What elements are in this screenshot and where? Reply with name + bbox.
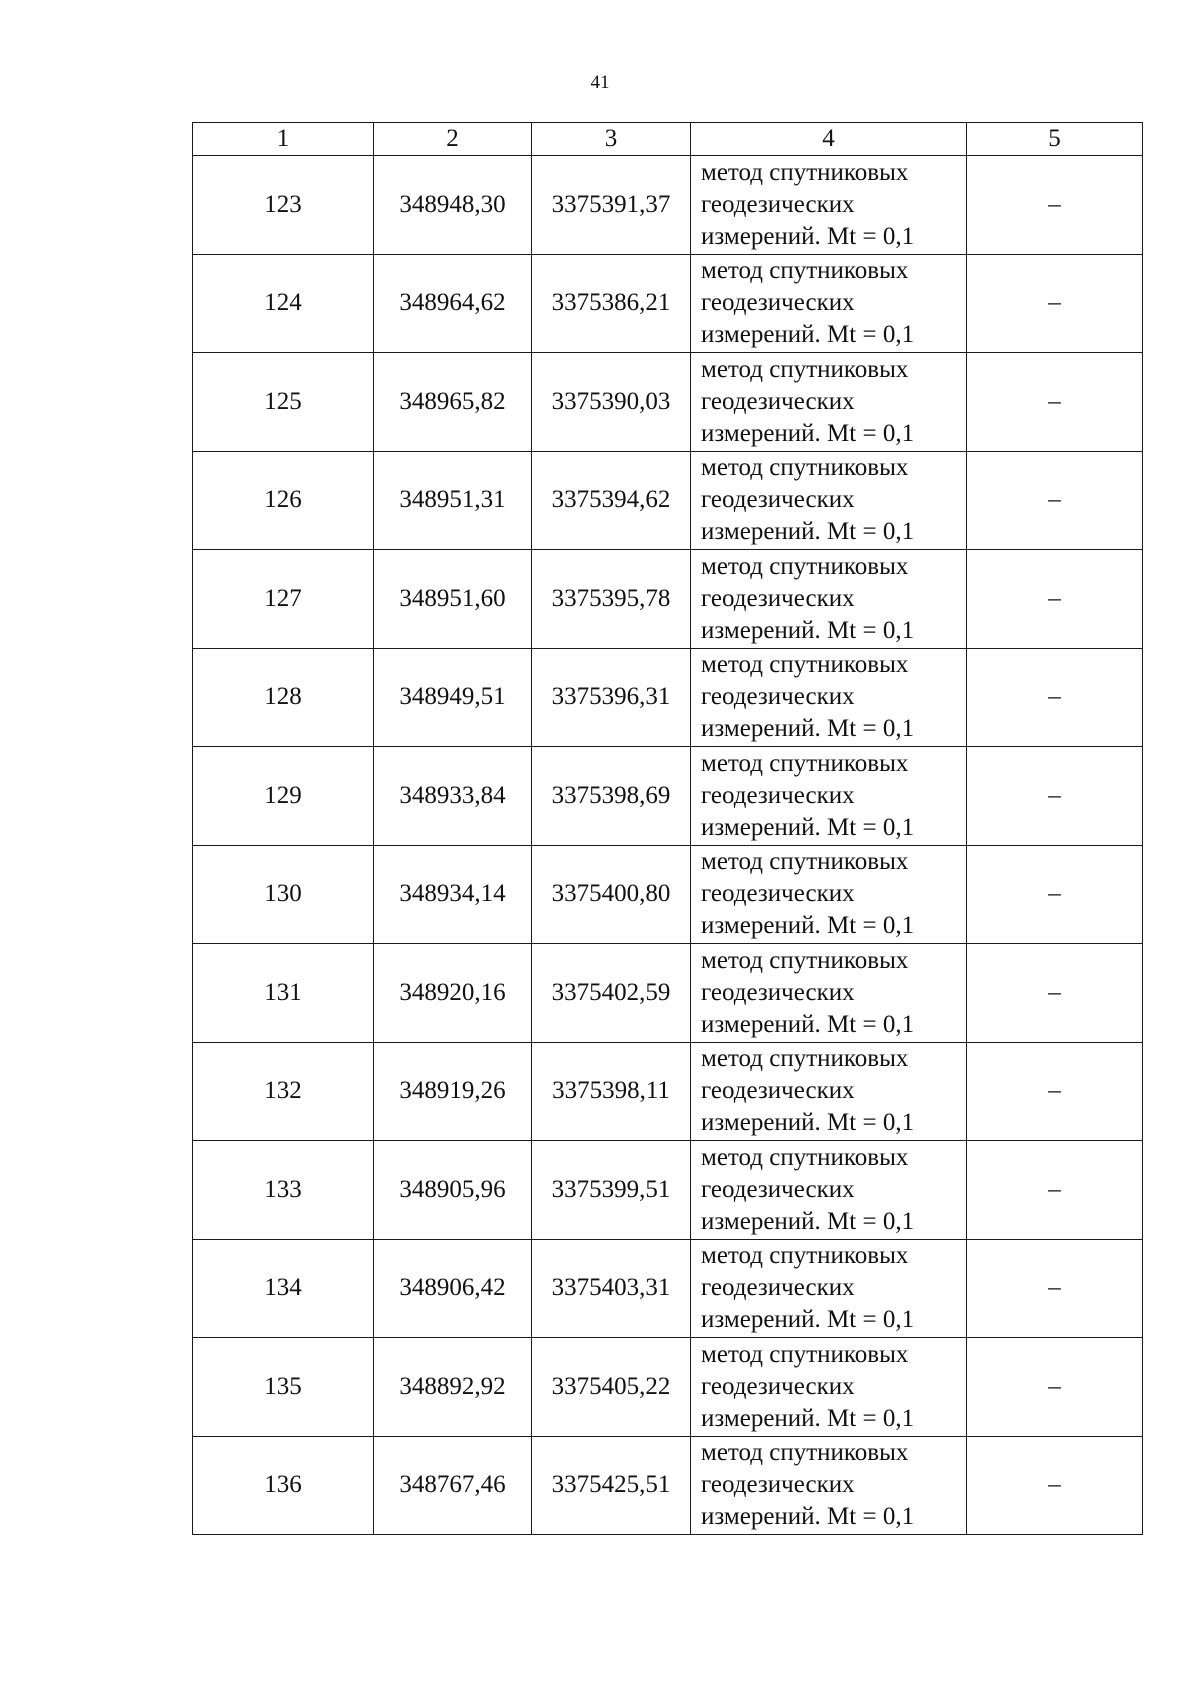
note-cell: –	[967, 550, 1143, 649]
method-line: метод спутниковых	[701, 552, 909, 580]
table-body	[193, 156, 1143, 1535]
y-coordinate-cell: 3375400,80	[532, 845, 691, 944]
y-coordinate-cell: 3375390,03	[532, 353, 691, 452]
method-line: геодезических	[701, 190, 855, 218]
method-line: метод спутниковых	[701, 848, 909, 876]
method-line: геодезических	[701, 1175, 855, 1203]
note-cell: –	[967, 747, 1143, 846]
method-line: геодезических	[701, 584, 855, 612]
method-line: измерений. Mt = 0,1	[701, 813, 915, 841]
note-cell: –	[967, 451, 1143, 550]
method-line: геодезических	[701, 781, 855, 809]
method-cell	[691, 1141, 967, 1240]
method-line: метод спутниковых	[701, 1340, 909, 1368]
note-cell: –	[967, 845, 1143, 944]
table-row	[193, 1042, 1143, 1141]
table-row	[193, 156, 1143, 255]
method-cell	[691, 845, 967, 944]
column-header: 3	[532, 123, 691, 156]
table-row	[193, 1436, 1143, 1535]
note-cell: –	[967, 353, 1143, 452]
point-number-cell: 124	[193, 254, 374, 353]
x-coordinate-cell: 348965,82	[374, 353, 532, 452]
table-row	[193, 944, 1143, 1043]
point-number-cell: 128	[193, 648, 374, 747]
method-line: измерений. Mt = 0,1	[701, 912, 915, 940]
note-cell: –	[967, 1239, 1143, 1338]
method-line: измерений. Mt = 0,1	[701, 1306, 915, 1334]
x-coordinate-cell: 348964,62	[374, 254, 532, 353]
note-cell: –	[967, 1338, 1143, 1437]
y-coordinate-cell: 3375405,22	[532, 1338, 691, 1437]
method-line: измерений. Mt = 0,1	[701, 1010, 915, 1038]
x-coordinate-cell: 348948,30	[374, 156, 532, 255]
method-cell	[691, 1239, 967, 1338]
method-cell	[691, 451, 967, 550]
method-line: геодезических	[701, 683, 855, 711]
method-cell	[691, 254, 967, 353]
table-row	[193, 1239, 1143, 1338]
y-coordinate-cell: 3375403,31	[532, 1239, 691, 1338]
column-header: 1	[193, 123, 374, 156]
method-cell	[691, 1436, 967, 1535]
table-row	[193, 550, 1143, 649]
method-line: геодезических	[701, 1077, 855, 1105]
table-row	[193, 353, 1143, 452]
y-coordinate-cell: 3375399,51	[532, 1141, 691, 1240]
method-line: геодезических	[701, 1372, 855, 1400]
note-cell: –	[967, 1436, 1143, 1535]
x-coordinate-cell: 348892,92	[374, 1338, 532, 1437]
y-coordinate-cell: 3375391,37	[532, 156, 691, 255]
coordinates-table	[192, 122, 1143, 1535]
header-row	[193, 123, 1143, 156]
x-coordinate-cell: 348767,46	[374, 1436, 532, 1535]
method-line: метод спутниковых	[701, 1242, 909, 1270]
method-cell	[691, 1042, 967, 1141]
point-number-cell: 134	[193, 1239, 374, 1338]
x-coordinate-cell: 348934,14	[374, 845, 532, 944]
point-number-cell: 129	[193, 747, 374, 846]
method-line: геодезических	[701, 486, 855, 514]
method-line: метод спутниковых	[701, 1439, 909, 1467]
point-number-cell: 130	[193, 845, 374, 944]
point-number-cell: 123	[193, 156, 374, 255]
method-cell	[691, 550, 967, 649]
method-line: измерений. Mt = 0,1	[701, 1404, 915, 1432]
point-number-cell: 136	[193, 1436, 374, 1535]
method-line: геодезических	[701, 1471, 855, 1499]
method-line: измерений. Mt = 0,1	[701, 419, 915, 447]
note-cell: –	[967, 1141, 1143, 1240]
method-line: метод спутниковых	[701, 158, 909, 186]
x-coordinate-cell: 348920,16	[374, 944, 532, 1043]
point-number-cell: 127	[193, 550, 374, 649]
table-row	[193, 845, 1143, 944]
method-line: измерений. Mt = 0,1	[701, 1207, 915, 1235]
note-cell: –	[967, 1042, 1143, 1141]
table-row	[193, 747, 1143, 846]
method-cell	[691, 747, 967, 846]
y-coordinate-cell: 3375402,59	[532, 944, 691, 1043]
table-row	[193, 451, 1143, 550]
point-number-cell: 135	[193, 1338, 374, 1437]
y-coordinate-cell: 3375398,11	[532, 1042, 691, 1141]
method-line: метод спутниковых	[701, 454, 909, 482]
page-number: 41	[590, 72, 610, 93]
point-number-cell: 133	[193, 1141, 374, 1240]
method-cell	[691, 648, 967, 747]
point-number-cell: 131	[193, 944, 374, 1043]
method-line: метод спутниковых	[701, 946, 909, 974]
method-line: геодезических	[701, 880, 855, 908]
x-coordinate-cell: 348906,42	[374, 1239, 532, 1338]
x-coordinate-cell: 348951,60	[374, 550, 532, 649]
method-line: геодезических	[701, 1274, 855, 1302]
method-line: измерений. Mt = 0,1	[701, 518, 915, 546]
method-line: метод спутниковых	[701, 749, 909, 777]
x-coordinate-cell: 348949,51	[374, 648, 532, 747]
y-coordinate-cell: 3375398,69	[532, 747, 691, 846]
method-line: метод спутниковых	[701, 355, 909, 383]
point-number-cell: 125	[193, 353, 374, 452]
method-cell	[691, 1338, 967, 1437]
x-coordinate-cell: 348933,84	[374, 747, 532, 846]
y-coordinate-cell: 3375394,62	[532, 451, 691, 550]
point-number-cell: 132	[193, 1042, 374, 1141]
point-number-cell: 126	[193, 451, 374, 550]
note-cell: –	[967, 944, 1143, 1043]
y-coordinate-cell: 3375395,78	[532, 550, 691, 649]
method-line: измерений. Mt = 0,1	[701, 616, 915, 644]
table-row	[193, 1141, 1143, 1240]
method-line: геодезических	[701, 387, 855, 415]
x-coordinate-cell: 348919,26	[374, 1042, 532, 1141]
note-cell: –	[967, 648, 1143, 747]
note-cell: –	[967, 254, 1143, 353]
method-line: измерений. Mt = 0,1	[701, 1109, 915, 1137]
x-coordinate-cell: 348951,31	[374, 451, 532, 550]
method-line: метод спутниковых	[701, 1143, 909, 1171]
method-line: измерений. Mt = 0,1	[701, 222, 915, 250]
method-line: измерений. Mt = 0,1	[701, 715, 915, 743]
method-cell	[691, 353, 967, 452]
y-coordinate-cell: 3375386,21	[532, 254, 691, 353]
x-coordinate-cell: 348905,96	[374, 1141, 532, 1240]
table-row	[193, 648, 1143, 747]
y-coordinate-cell: 3375396,31	[532, 648, 691, 747]
table-row	[193, 1338, 1143, 1437]
y-coordinate-cell: 3375425,51	[532, 1436, 691, 1535]
method-cell	[691, 156, 967, 255]
method-cell	[691, 944, 967, 1043]
column-header: 2	[374, 123, 532, 156]
column-header: 5	[967, 123, 1143, 156]
method-line: метод спутниковых	[701, 257, 909, 285]
method-line: геодезических	[701, 978, 855, 1006]
column-header: 4	[691, 123, 967, 156]
method-line: геодезических	[701, 289, 855, 317]
method-line: метод спутниковых	[701, 651, 909, 679]
method-line: измерений. Mt = 0,1	[701, 321, 915, 349]
note-cell: –	[967, 156, 1143, 255]
method-line: метод спутниковых	[701, 1045, 909, 1073]
table-row	[193, 254, 1143, 353]
method-line: измерений. Mt = 0,1	[701, 1503, 915, 1531]
